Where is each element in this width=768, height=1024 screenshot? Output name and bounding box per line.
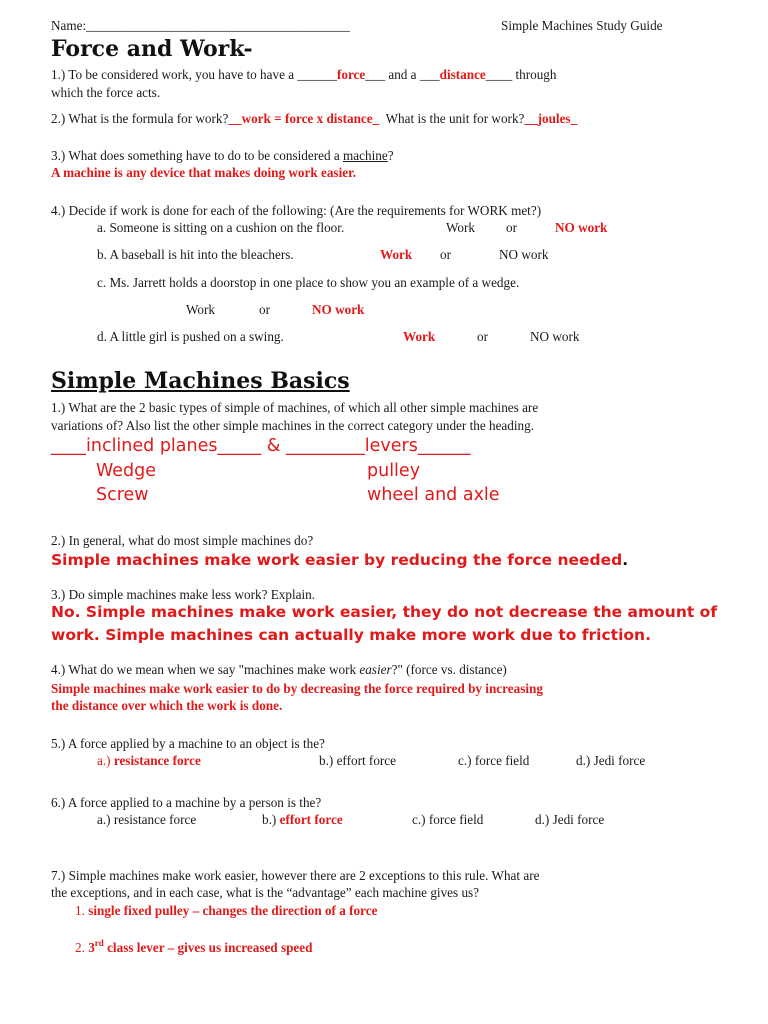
ordinal-number: 3 (88, 940, 95, 955)
question-4-answer-line-1: Simple machines make work easier to do by decreasing the force required by increasing (51, 681, 543, 696)
question-6-option-c: c.) force field (412, 812, 484, 827)
question-4-prompt (51, 661, 507, 678)
answer-screw: Screw (96, 485, 149, 505)
answer-text: Simple machines make work easier by reducing the force needed (51, 551, 623, 569)
question-4b-text: b. A baseball is hit into the bleachers. (97, 247, 294, 262)
question-3 (51, 147, 394, 164)
question-5-option-d: d.) Jedi force (576, 753, 646, 768)
question-4-prompt: 4.) Decide if work is done for each of the following: (Are the requirements for WORK met?) (51, 203, 542, 218)
answer-work: Work (403, 329, 436, 344)
question-3-answer-line-1: No. Simple machines make work easier, they do not decrease the amount of (51, 603, 718, 621)
answer-effort-force: effort force (279, 812, 343, 827)
question-7-line-2: the exceptions, and in each case, what is the “advantage” each machine gives us? (51, 885, 480, 900)
answer-distance: distance (439, 67, 486, 82)
answer-text: class lever – gives us increased speed (103, 940, 313, 955)
answer-work: Work (380, 247, 413, 262)
option-letter: b.) (262, 812, 280, 827)
question-7-item-2 (75, 939, 312, 956)
question-4d-text: d. A little girl is pushed on a swing. (97, 329, 284, 344)
option-letter: a.) (97, 753, 114, 768)
question-3-prompt: 3.) Do simple machines make less work? Explain. (51, 587, 316, 602)
question-text: 4.) What do we mean when we say "machines make work (51, 662, 360, 677)
answer-resistance-force: resistance force (113, 753, 201, 768)
option-or: or (440, 247, 451, 262)
question-text: ?" (force vs. distance) (391, 662, 507, 677)
section-heading-force-and-work: Force and Work- (51, 36, 253, 62)
question-1-line-2: which the force acts. (51, 85, 161, 100)
question-5-option-b: b.) effort force (319, 753, 397, 768)
question-5-prompt: 5.) A force applied by a machine to an object is the? (51, 736, 325, 751)
question-1 (51, 66, 556, 83)
question-text: ? (387, 148, 394, 163)
question-7-item-1 (75, 902, 377, 919)
answer-inclined-planes-and-levers: ____inclined planes_____ & _________levers______ (51, 436, 471, 456)
answer-wheel-and-axle: wheel and axle (367, 485, 500, 505)
question-5-option-c: c.) force field (458, 753, 530, 768)
question-6-prompt: 6.) A force applied to a machine by a person is the? (51, 795, 322, 810)
question-text: 1.) To be considered work, you have to have a ______ (51, 67, 337, 82)
answer-single-fixed-pulley: single fixed pulley – changes the direction of a force (88, 903, 378, 918)
list-number: 2. (75, 940, 85, 955)
answer-pulley: pulley (367, 461, 421, 481)
question-4-answer-line-2: the distance over which the work is done. (51, 698, 283, 713)
answer-third-class-lever (88, 940, 312, 955)
answer-joules: __joules_ (524, 111, 578, 126)
document-title: Simple Machines Study Guide (501, 18, 663, 33)
option-or: or (259, 302, 270, 317)
answer-no-work: NO work (312, 302, 365, 317)
answer-machine-definition: A machine is any device that makes doing work easier. (51, 165, 357, 180)
question-text: 2.) What is the formula for work? (51, 111, 229, 126)
option-no-work: NO work (499, 247, 549, 262)
question-6-option-a: a.) resistance force (97, 812, 197, 827)
question-text: What is the unit for work? (385, 111, 525, 126)
question-2 (51, 110, 577, 127)
option-or: or (506, 220, 517, 235)
option-or: or (477, 329, 488, 344)
answer-wedge: Wedge (96, 461, 157, 481)
question-1-line-1: 1.) What are the 2 basic types of simple of machines, of which all other simple machines are (51, 400, 539, 415)
question-1-line-2: variations of? Also list the other simple machines in the correct category under the heading. (51, 418, 535, 433)
section-heading-simple-machines-basics: Simple Machines Basics (51, 368, 350, 394)
list-number: 1. (75, 903, 85, 918)
ordinal-suffix: rd (94, 938, 104, 948)
question-2-answer (51, 549, 628, 571)
answer-no-work: NO work (555, 220, 608, 235)
option-work: Work (186, 302, 215, 317)
answer-force: force (336, 67, 366, 82)
option-no-work: NO work (530, 329, 580, 344)
question-text: ___ and a ___ (365, 67, 440, 82)
question-text: ____ through (485, 67, 557, 82)
question-6-option-b (262, 811, 343, 828)
emphasized-word-easier: easier (359, 662, 392, 677)
question-2-prompt: 2.) In general, what do most simple machines do? (51, 533, 314, 548)
question-text: 3.) What does something have to do to be considered a (51, 148, 344, 163)
question-3-answer-line-2: work. Simple machines can actually make more work due to friction. (51, 626, 651, 644)
question-4c-text: c. Ms. Jarrett holds a doorstop in one place to show you an example of a wedge. (97, 275, 520, 290)
answer-period: . (622, 551, 629, 569)
underlined-word-machine: machine (343, 148, 388, 163)
name-field-label: Name:________________________________________ (51, 18, 350, 33)
answer-work-formula: __work = force x distance_ (228, 111, 380, 126)
option-work: Work (446, 220, 475, 235)
question-5-option-a (97, 752, 201, 769)
question-7-line-1: 7.) Simple machines make work easier, however there are 2 exceptions to this rule. What are (51, 868, 540, 883)
question-4a-text: a. Someone is sitting on a cushion on the floor. (97, 220, 345, 235)
question-6-option-d: d.) Jedi force (535, 812, 605, 827)
